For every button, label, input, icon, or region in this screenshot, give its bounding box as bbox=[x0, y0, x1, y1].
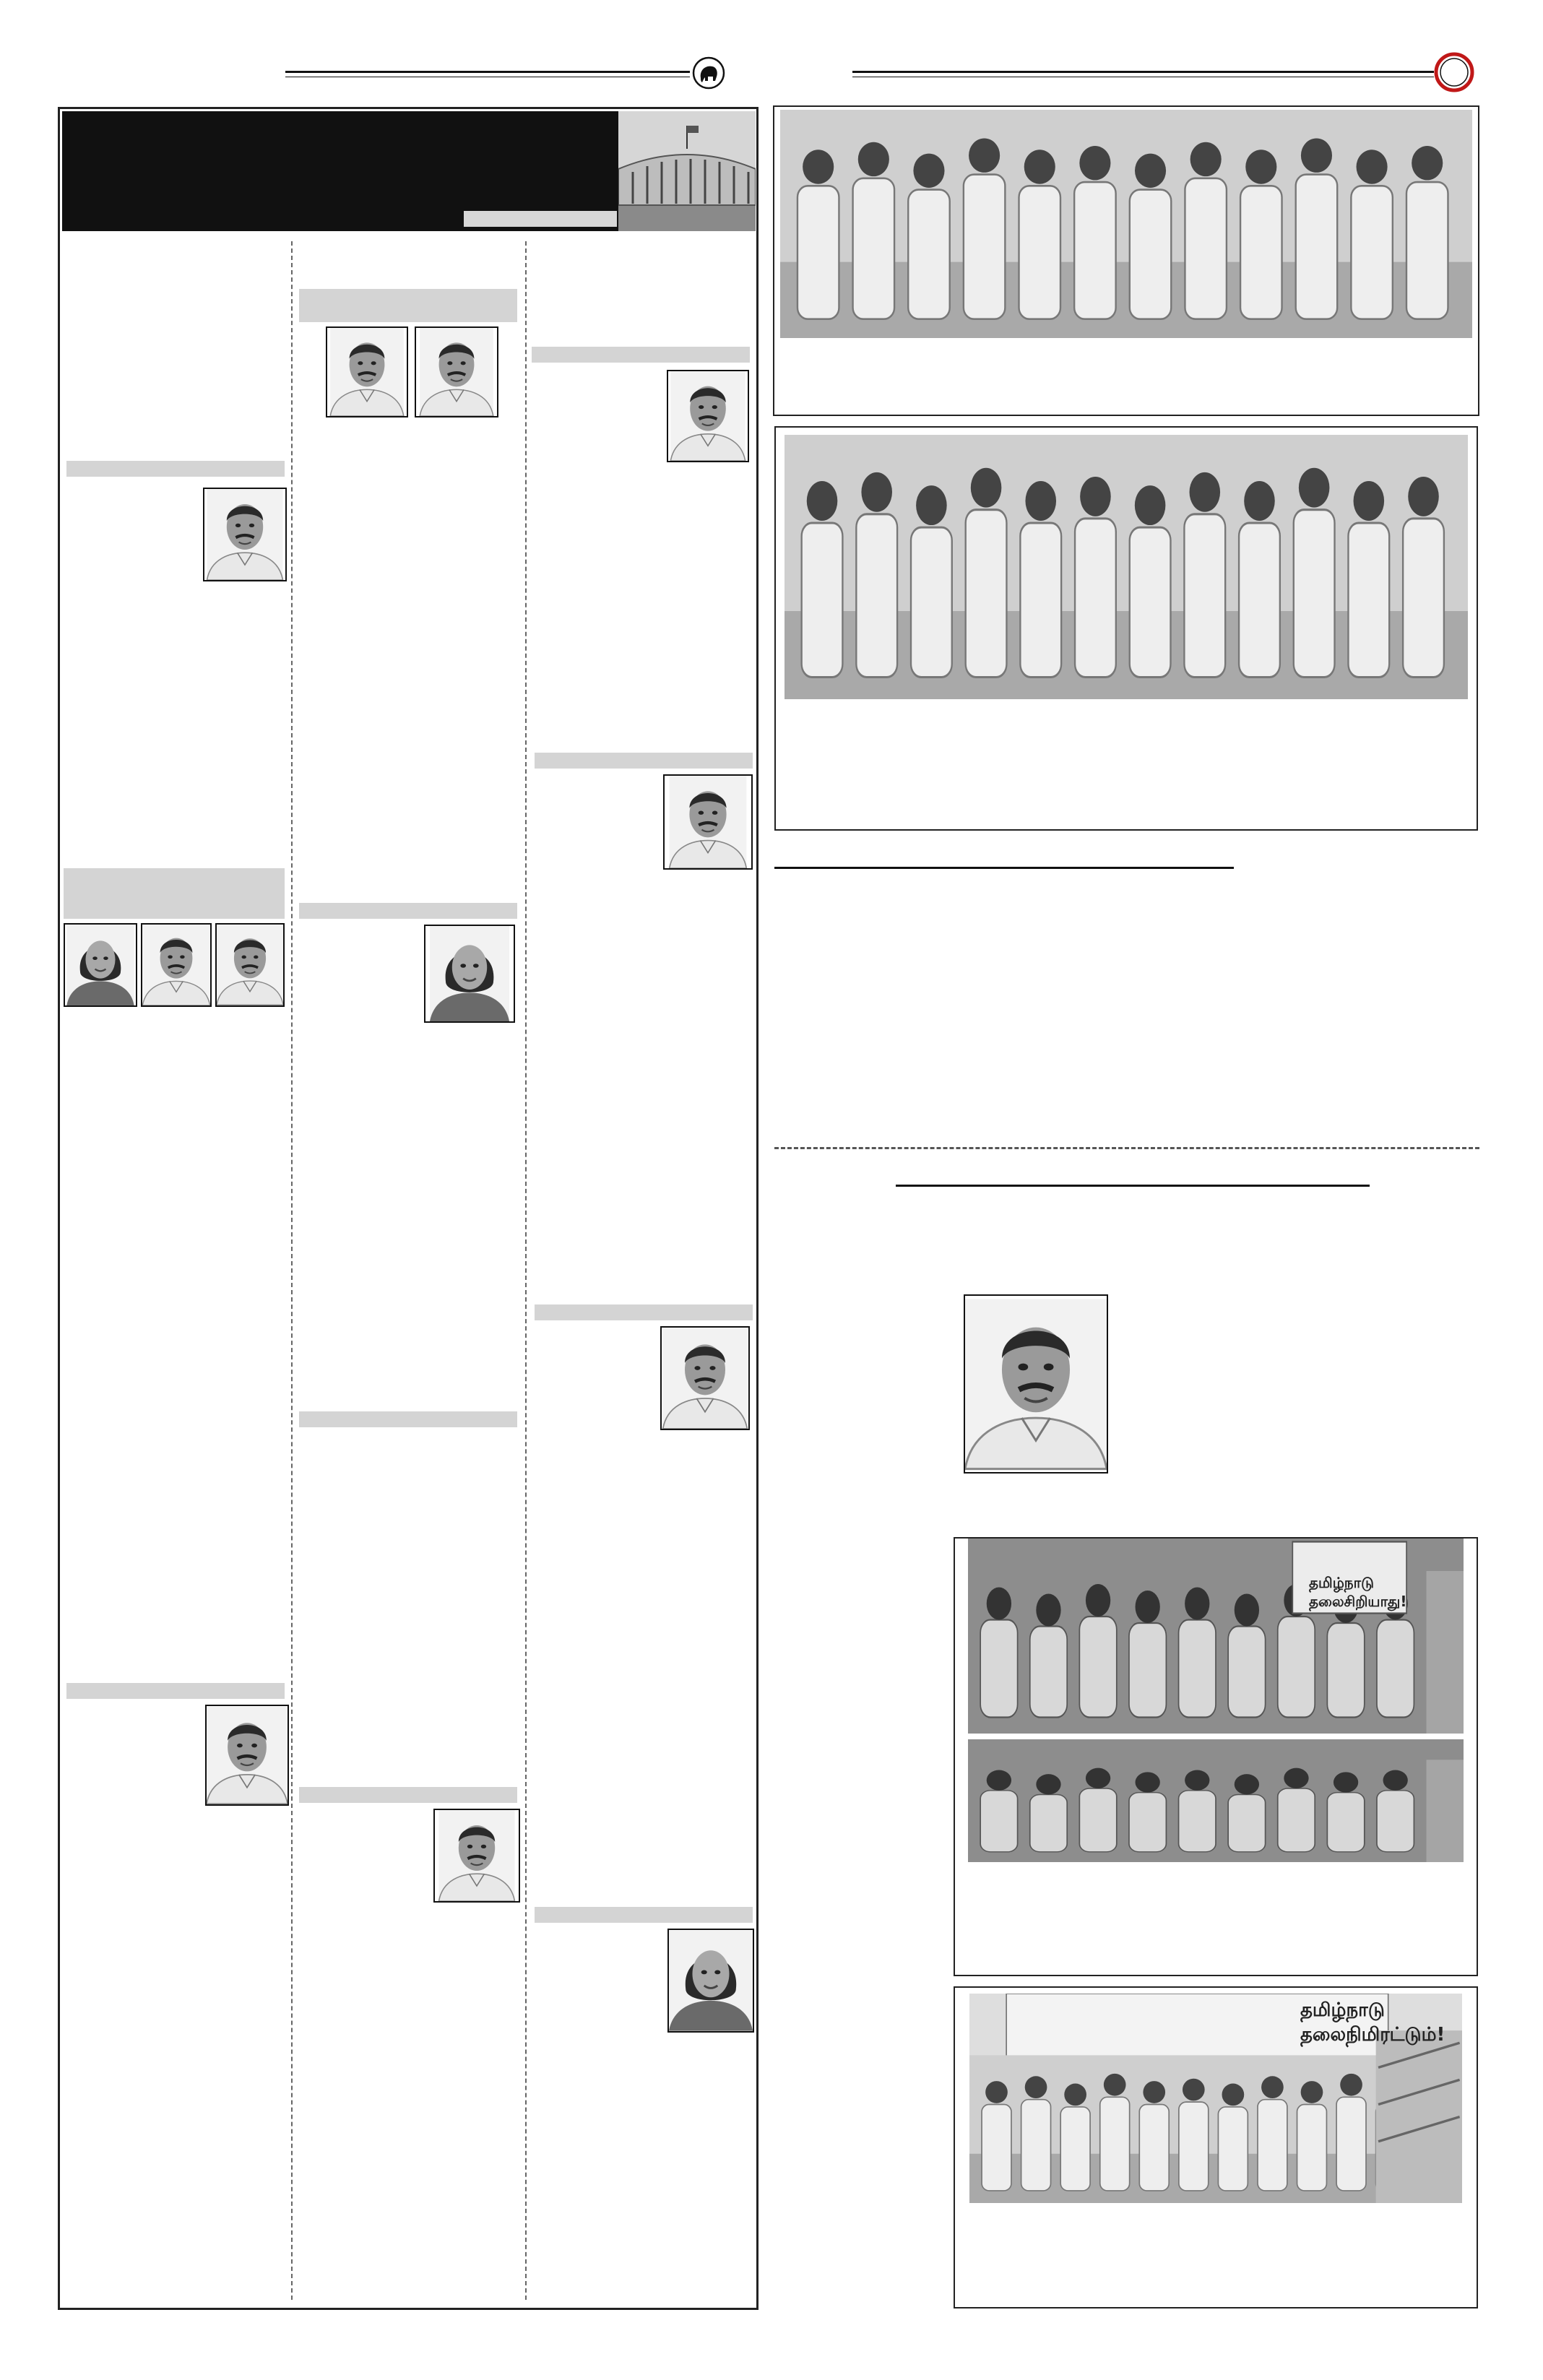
portrait-photo bbox=[64, 923, 137, 1007]
group-certificate-photo bbox=[780, 110, 1472, 338]
left-section-frame bbox=[58, 107, 758, 2310]
section-heading-bar bbox=[299, 289, 517, 322]
meeting-photo-top bbox=[968, 1539, 1464, 1734]
portrait-photo bbox=[433, 1809, 520, 1903]
portrait-photo bbox=[415, 326, 498, 417]
site-inspection-photo bbox=[785, 435, 1468, 699]
portrait-photo bbox=[326, 326, 408, 417]
section-heading-bar bbox=[299, 1787, 517, 1803]
section-heading-bar bbox=[535, 1304, 753, 1320]
page-number-circle-icon bbox=[1434, 52, 1474, 92]
section-heading-bar bbox=[535, 753, 753, 769]
headline-banner-tab bbox=[464, 211, 617, 227]
section-separator-dashed bbox=[774, 1147, 1479, 1149]
article-title-rule bbox=[774, 867, 1234, 869]
column-divider-1 bbox=[291, 241, 293, 2300]
portrait-photo bbox=[203, 488, 287, 581]
header-rule-left bbox=[285, 71, 690, 73]
portrait-photo bbox=[667, 1929, 754, 2033]
portrait-photo bbox=[424, 925, 515, 1023]
article-title-rule bbox=[896, 1185, 1370, 1187]
column-divider-2 bbox=[525, 241, 527, 2300]
portrait-photo bbox=[215, 923, 285, 1007]
elephant-emblem-icon bbox=[692, 56, 725, 90]
header-rule-right bbox=[852, 71, 1434, 73]
parliament-building-image bbox=[618, 111, 756, 231]
section-heading-bar bbox=[66, 461, 285, 477]
section-heading-bar bbox=[66, 1683, 285, 1699]
section-heading-bar bbox=[535, 1907, 753, 1923]
portrait-photo bbox=[660, 1326, 750, 1430]
section-heading-bar bbox=[299, 903, 517, 919]
poster-text-2: தமிழ்நாடு தலைநிமிரட்டும்! bbox=[1300, 1999, 1445, 2046]
portrait-photo bbox=[667, 370, 749, 462]
section-heading-bar bbox=[64, 868, 285, 919]
portrait-photo bbox=[205, 1705, 289, 1806]
portrait-photo bbox=[141, 923, 212, 1007]
poster-text-1: தமிழ்நாடு தலைசிறியாது! bbox=[1309, 1574, 1407, 1610]
meeting-photo-bottom bbox=[968, 1739, 1464, 1862]
section-heading-bar bbox=[299, 1411, 517, 1427]
portrait-photo bbox=[663, 774, 753, 870]
section-heading-bar bbox=[532, 347, 750, 363]
leader-portrait bbox=[964, 1294, 1108, 1474]
